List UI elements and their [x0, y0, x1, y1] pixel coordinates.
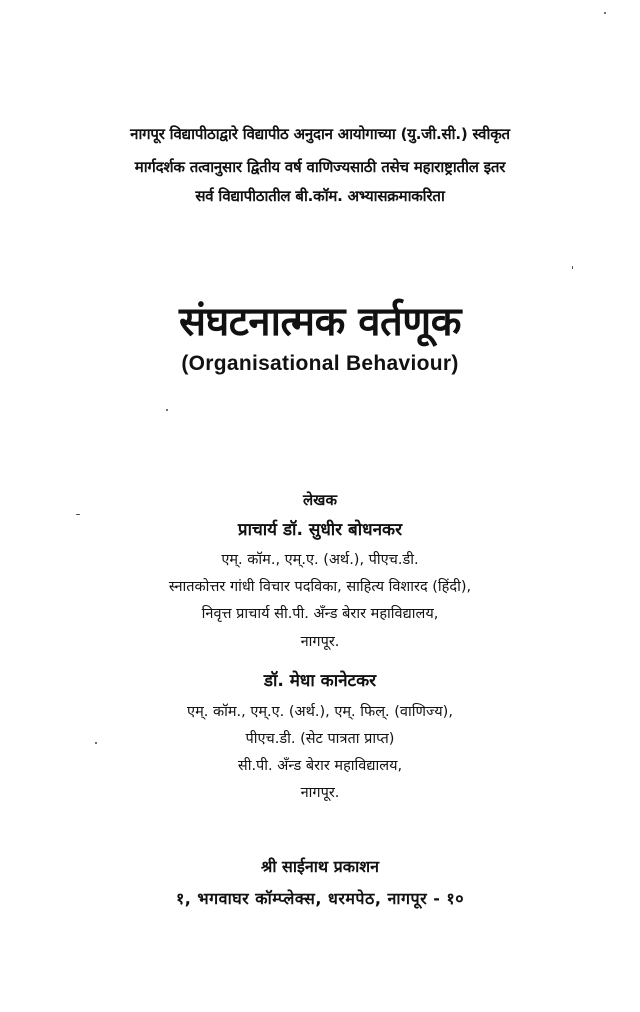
scan-speck: [604, 12, 606, 14]
intro-line-2: मार्गदर्शक तत्वानुसार द्वितीय वर्ष वाणिज्यसाठी तसेच महाराष्ट्रातील इतर: [134, 158, 506, 176]
scan-speck: [95, 742, 97, 744]
intro-line-1: नागपूर विद्यापीठाद्वारे विद्यापीठ अनुदान आयोगाच्या (यु.जी.सी.) स्वीकृत: [130, 125, 510, 143]
book-title-english: (Organisational Behaviour): [181, 352, 459, 375]
book-title-marathi: संघटनात्मक वर्तणूक: [179, 299, 461, 345]
intro-line-3: सर्व विद्यापीठातील बी.कॉम. अभ्यासक्रमाकरिता: [195, 187, 445, 205]
author-1-position: निवृत्त प्राचार्य सी.पी. अँन्ड बेरार महाविद्यालय,: [201, 606, 439, 622]
author-1-diploma: स्नातकोत्तर गांधी विचार पदविका, साहित्य विशारद (हिंदी),: [168, 579, 472, 595]
publisher-address: १, भगवाघर कॉम्प्लेक्स, धरमपेठ, नागपूर - १०: [175, 889, 465, 908]
author-2-phd: पीएच.डी. (सेट पात्रता प्राप्त): [245, 731, 395, 747]
scan-speck: [572, 266, 573, 269]
author-2-qualification: एम्. कॉम., एम्.ए. (अर्थ.), एम्. फिल्. (वाणिज्य),: [187, 704, 453, 720]
author-2-name: डॉ. मेधा कानेटकर: [263, 671, 377, 691]
author-1-name: प्राचार्य डॉ. सुधीर बोधनकर: [237, 520, 403, 540]
author-2-college: सी.पी. अँन्ड बेरार महाविद्यालय,: [237, 758, 403, 774]
author-label: लेखक: [303, 491, 337, 509]
author-1-city: नागपूर.: [300, 634, 340, 650]
author-2-city: नागपूर.: [300, 785, 340, 801]
scan-speck: [76, 514, 80, 515]
publisher-name: श्री साईनाथ प्रकाशन: [261, 857, 379, 876]
scan-speck: [166, 409, 168, 411]
author-1-qualification: एम्. कॉम., एम्.ए. (अर्थ.), पीएच.डी.: [221, 552, 419, 568]
